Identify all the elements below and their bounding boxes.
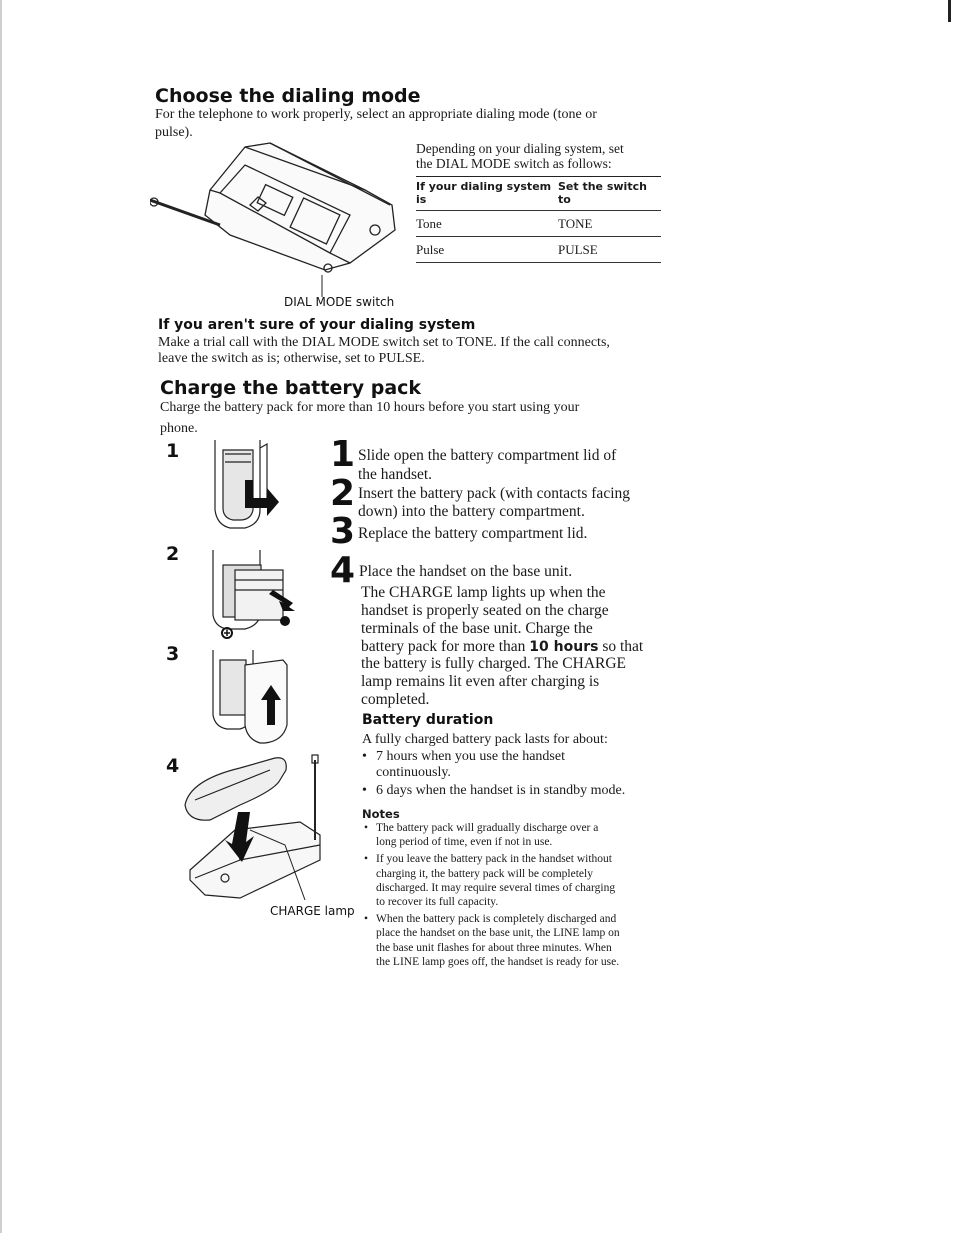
step-4-line1: Place the handset on the base unit. xyxy=(359,563,573,580)
unsure-subtitle: If you aren't sure of your dialing system xyxy=(158,317,476,333)
dialing-intro-line1: For the telephone to work properly, select an appropriate dialing mode (tone or xyxy=(155,107,597,122)
figure-number-1: 1 xyxy=(166,440,180,462)
dial-mode-switch-label: DIAL MODE switch xyxy=(284,295,395,309)
charge-title: Charge the battery pack xyxy=(160,377,422,399)
charge-para-text: so that xyxy=(598,638,644,655)
handset-on-base-illustration xyxy=(180,750,355,910)
step-number-4: 4 xyxy=(330,550,356,591)
table-cell: Tone xyxy=(416,211,558,237)
table-row xyxy=(416,211,661,237)
dialing-title: Choose the dialing mode xyxy=(155,85,421,107)
battery-duration-list xyxy=(360,749,680,799)
page-edge xyxy=(0,0,2,1233)
charge-para-line2: handset is properly seated on the charge xyxy=(361,602,609,619)
phone-base-illustration xyxy=(150,135,410,305)
list-item xyxy=(362,821,672,849)
handset-open-lid-illustration xyxy=(205,440,285,540)
figure-number-3: 3 xyxy=(166,643,180,665)
charge-para-line3: terminals of the base unit. Charge the xyxy=(361,620,593,637)
step-1-line1: Slide open the battery compartment lid of xyxy=(358,447,617,464)
step-1-line2: the handset. xyxy=(358,466,433,483)
list-item xyxy=(360,749,680,781)
page-mark xyxy=(948,0,951,22)
note-1-line1: • The battery pack will gradually discharge over a xyxy=(376,822,599,834)
table-row xyxy=(416,237,661,263)
charge-para-line7: completed. xyxy=(361,691,430,708)
table-cell: PULSE xyxy=(558,237,661,263)
figure-number-4: 4 xyxy=(166,755,180,777)
note-3-line4: the LINE lamp goes off, the handset is ready for use. xyxy=(376,955,620,968)
duration-item-1-line2: continuously. xyxy=(376,765,451,780)
note-1-line2: long period of time, even if not in use. xyxy=(376,836,553,849)
dialing-intro-line2: pulse). xyxy=(155,125,193,140)
step-number-1: 1 xyxy=(330,434,356,475)
note-2-line2: charging it, the battery pack will be completely xyxy=(376,867,593,880)
dialing-side-line2: the DIAL MODE switch as follows: xyxy=(416,156,612,171)
step-number-2: 2 xyxy=(330,473,356,514)
figure-number-2: 2 xyxy=(166,543,180,565)
note-3-line3: the base unit flashes for about three minutes. When xyxy=(376,941,612,954)
note-3-line1: • When the battery pack is completely discharged and xyxy=(376,913,617,926)
charge-para-line4 xyxy=(361,638,643,657)
table-header-row xyxy=(416,177,661,211)
notes-list xyxy=(362,821,672,972)
list-item xyxy=(362,852,672,909)
charge-intro-line2: phone. xyxy=(160,421,198,436)
unsure-line1: Make a trial call with the DIAL MODE switch set to TONE. If the call connects, xyxy=(158,335,610,350)
battery-duration-title: Battery duration xyxy=(362,712,494,728)
charge-para-text: battery pack for more than xyxy=(361,638,530,655)
list-item xyxy=(362,912,672,969)
dialing-table xyxy=(416,176,661,263)
charge-para-line5: the battery is fully charged. The CHARGE xyxy=(361,655,627,672)
battery-duration-intro: A fully charged battery pack lasts for about: xyxy=(362,732,608,747)
step-2-line1: Insert the battery pack (with contacts facing xyxy=(358,485,630,502)
note-2-line4: to recover its full capacity. xyxy=(376,896,499,909)
table-cell: Pulse xyxy=(416,237,558,263)
note-2-line3: discharged. It may require several times of charging xyxy=(376,881,616,894)
charge-para-line6: lamp remains lit even after charging is xyxy=(361,673,600,690)
table-cell: TONE xyxy=(558,211,661,237)
charge-para-emphasis: 10 hours xyxy=(529,639,599,655)
dialing-side-line1: Depending on your dialing system, set xyxy=(416,141,624,156)
charge-para-line1: The CHARGE lamp lights up when the xyxy=(361,584,606,601)
table-header-switch: Set the switch to xyxy=(558,177,661,211)
note-2-line1: • If you leave the battery pack in the handset without xyxy=(376,853,612,866)
table-header-system: If your dialing system is xyxy=(416,177,558,211)
replace-lid-illustration xyxy=(205,645,295,745)
list-item xyxy=(360,783,680,799)
duration-item-1-line1: • 7 hours when you use the handset xyxy=(376,749,565,764)
unsure-line2: leave the switch as is; otherwise, set to PULSE. xyxy=(158,351,425,366)
duration-item-2-line1: • 6 days when the handset is in standby mode. xyxy=(376,783,626,798)
insert-battery-illustration xyxy=(205,545,295,640)
charge-intro-line1: Charge the battery pack for more than 10 hours before you start using your xyxy=(160,400,580,415)
notes-title: Notes xyxy=(362,807,400,821)
charge-lamp-label: CHARGE lamp xyxy=(270,904,355,918)
step-2-line2: down) into the battery compartment. xyxy=(358,503,585,520)
step-3-line1: Replace the battery compartment lid. xyxy=(358,525,588,542)
step-number-3: 3 xyxy=(330,511,356,552)
note-3-line2: place the handset on the base unit, the LINE lamp on xyxy=(376,927,620,940)
